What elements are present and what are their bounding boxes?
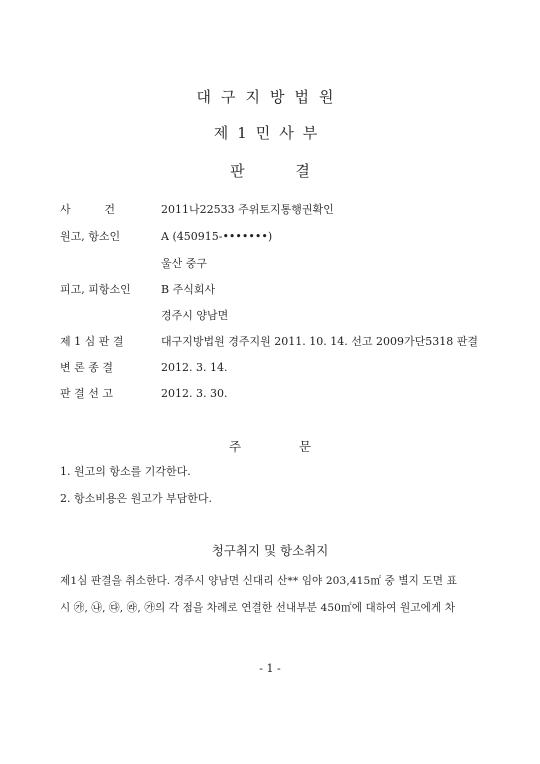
closing-date: 2012. 3. 14.	[161, 361, 228, 374]
defendant-address: 경주시 양남면	[161, 309, 229, 322]
defendant-name: B 주식회사	[161, 283, 216, 296]
closing-row	[60, 360, 500, 376]
case-row	[60, 202, 500, 218]
closing-label: 변 론 종 결	[60, 361, 113, 374]
first-instance-label: 제 1 심 판 결	[60, 335, 124, 348]
plaintiff-label: 원고, 항소인	[60, 230, 121, 243]
plaintiff-name: A (450915-•••••••)	[161, 230, 273, 243]
case-label-char-2: 건	[104, 203, 115, 216]
court-name: 대구지방법원	[196, 88, 344, 106]
page-number: - 1 -	[259, 662, 281, 675]
first-instance-judgment: 대구지방법원 경주지원 2011. 10. 14. 선고 2009가단5318 판결	[161, 335, 478, 348]
order-item-1: 1. 원고의 항소를 기각한다.	[60, 465, 191, 478]
plaintiff-address: 울산 중구	[161, 257, 208, 270]
claim-title: 청구취지 및 항소취지	[211, 543, 329, 558]
claim-line-1: 제1심 판결을 취소한다. 경주시 양남면 신대리 산** 임야 203,415㎡ 중 별지 도면 표	[60, 575, 457, 587]
plaintiff-address-row	[60, 256, 500, 272]
defendant-row	[60, 282, 500, 298]
order-title: 주 문	[228, 439, 312, 454]
case-label	[60, 202, 155, 218]
sentence-row	[60, 386, 500, 402]
order-item-2: 2. 항소비용은 원고가 부담한다.	[60, 492, 212, 505]
claim-line-2: 시 ㉮, ㉯, ㉰, ㉱, ㉮의 각 점을 차례로 연결한 선내부분 450㎡에 대하여 원고에게 차	[60, 602, 456, 614]
first-instance-row	[60, 334, 500, 350]
document-type: 판 결	[230, 162, 310, 180]
division-name: 제1민사부	[213, 124, 327, 142]
plaintiff-row	[60, 229, 500, 245]
case-number: 2011나22533 주위토지통행권확인	[161, 203, 334, 216]
defendant-label: 피고, 피항소인	[60, 283, 131, 296]
case-label-char-1: 사	[60, 203, 71, 216]
defendant-address-row	[60, 308, 500, 324]
sentence-label: 판 결 선 고	[60, 387, 113, 400]
sentence-date: 2012. 3. 30.	[161, 387, 228, 400]
